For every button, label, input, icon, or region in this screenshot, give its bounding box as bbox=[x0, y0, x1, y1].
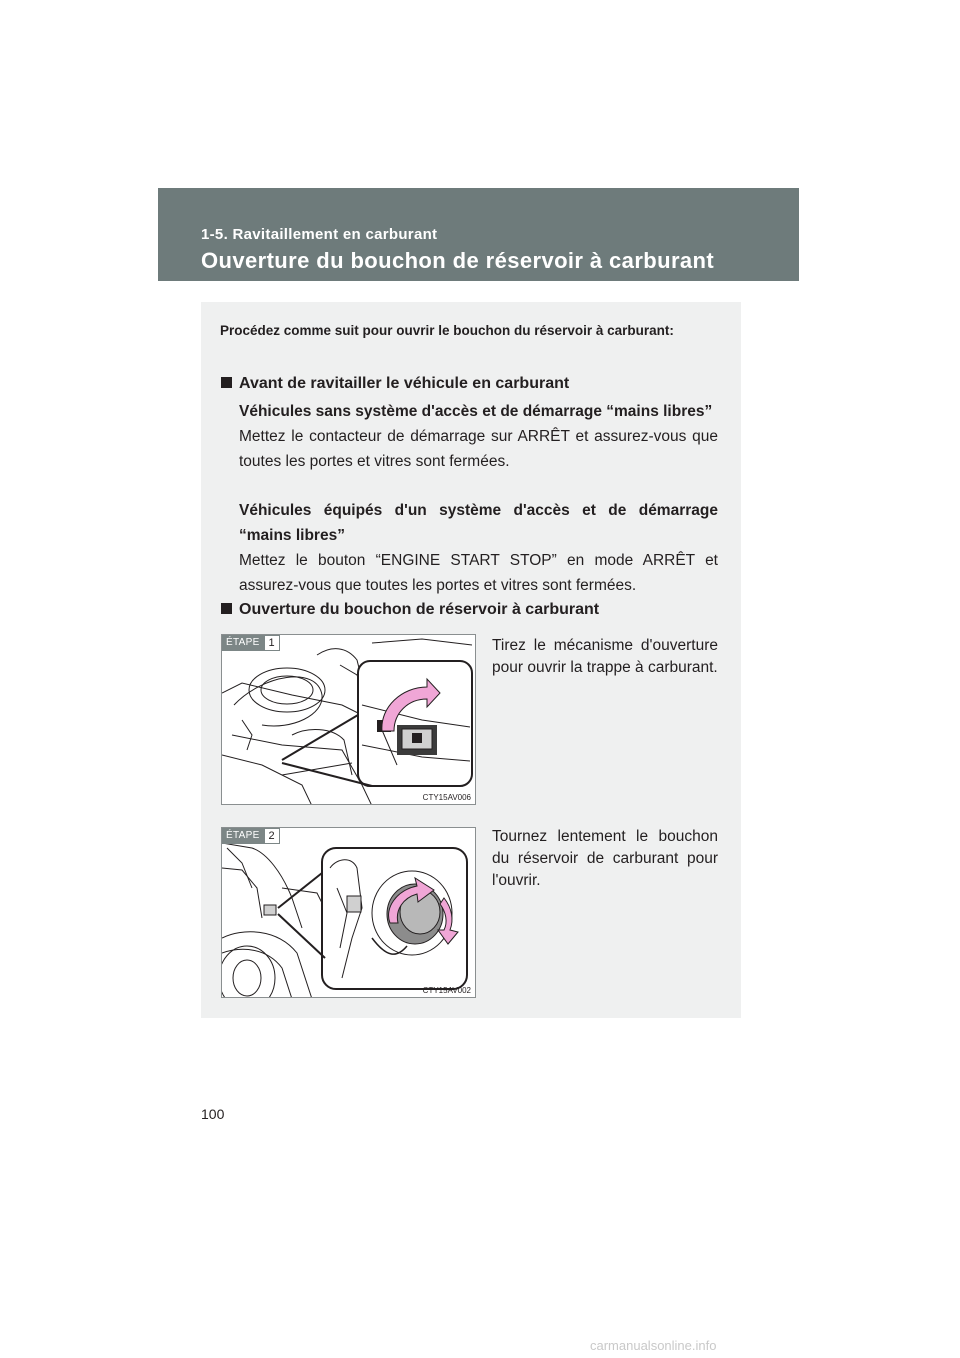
instruction-without-system: Mettez le contacteur de démarrage sur ARRÊT et assurez-vous que toutes les portes et vitres sont fermées. bbox=[239, 428, 718, 470]
square-bullet-icon bbox=[221, 377, 232, 388]
step-badge bbox=[222, 828, 280, 844]
step-word: ÉTAPE bbox=[222, 635, 264, 651]
chapter-header bbox=[158, 188, 799, 281]
watermark: carmanualsonline.info bbox=[590, 1338, 717, 1353]
square-bullet-icon bbox=[221, 603, 232, 614]
without-system-block bbox=[239, 399, 718, 474]
figure-code: CTY15AV002 bbox=[422, 986, 471, 995]
step-1-figure bbox=[221, 634, 476, 805]
subheading-label: Avant de ravitailler le véhicule en carburant bbox=[239, 375, 570, 392]
subheading-opening bbox=[221, 601, 599, 619]
with-system-block bbox=[239, 498, 718, 598]
content-box bbox=[201, 302, 741, 1018]
step-2-text: Tournez lentement le bouchon du réservoir de carburant pour l'ouvrir. bbox=[492, 828, 718, 889]
step-badge bbox=[222, 635, 280, 651]
subheading-before-refuel bbox=[221, 375, 569, 393]
step-number: 1 bbox=[264, 635, 280, 651]
page-number: 100 bbox=[201, 1106, 225, 1122]
page-title: Ouverture du bouchon de réservoir à carburant bbox=[201, 248, 715, 273]
figure-code: CTY15AV006 bbox=[422, 793, 471, 802]
step-word: ÉTAPE bbox=[222, 828, 264, 844]
intro-text: Procédez comme suit pour ouvrir le bouchon du réservoir à carburant: bbox=[220, 323, 674, 338]
fuel-cap-illustration bbox=[222, 828, 476, 998]
section-label: 1-5. Ravitaillement en carburant bbox=[201, 226, 438, 243]
step-number: 2 bbox=[264, 828, 280, 844]
car-interior-illustration bbox=[222, 635, 476, 805]
condition-without-system: Véhicules sans système d'accès et de démarrage “mains libres” bbox=[239, 403, 713, 420]
step-2-figure bbox=[221, 827, 476, 998]
condition-with-system: Véhicules équipés d'un système d'accès et de démarrage “mains libres” bbox=[239, 502, 718, 544]
subheading-label: Ouverture du bouchon de réservoir à carburant bbox=[239, 601, 600, 618]
step-1-text: Tirez le mécanisme d'ouverture pour ouvrir la trappe à carburant. bbox=[492, 637, 718, 676]
instruction-with-system: Mettez le bouton “ENGINE START STOP” en mode ARRÊT et assurez-vous que toutes les portes et vitres sont fermées. bbox=[239, 552, 718, 594]
